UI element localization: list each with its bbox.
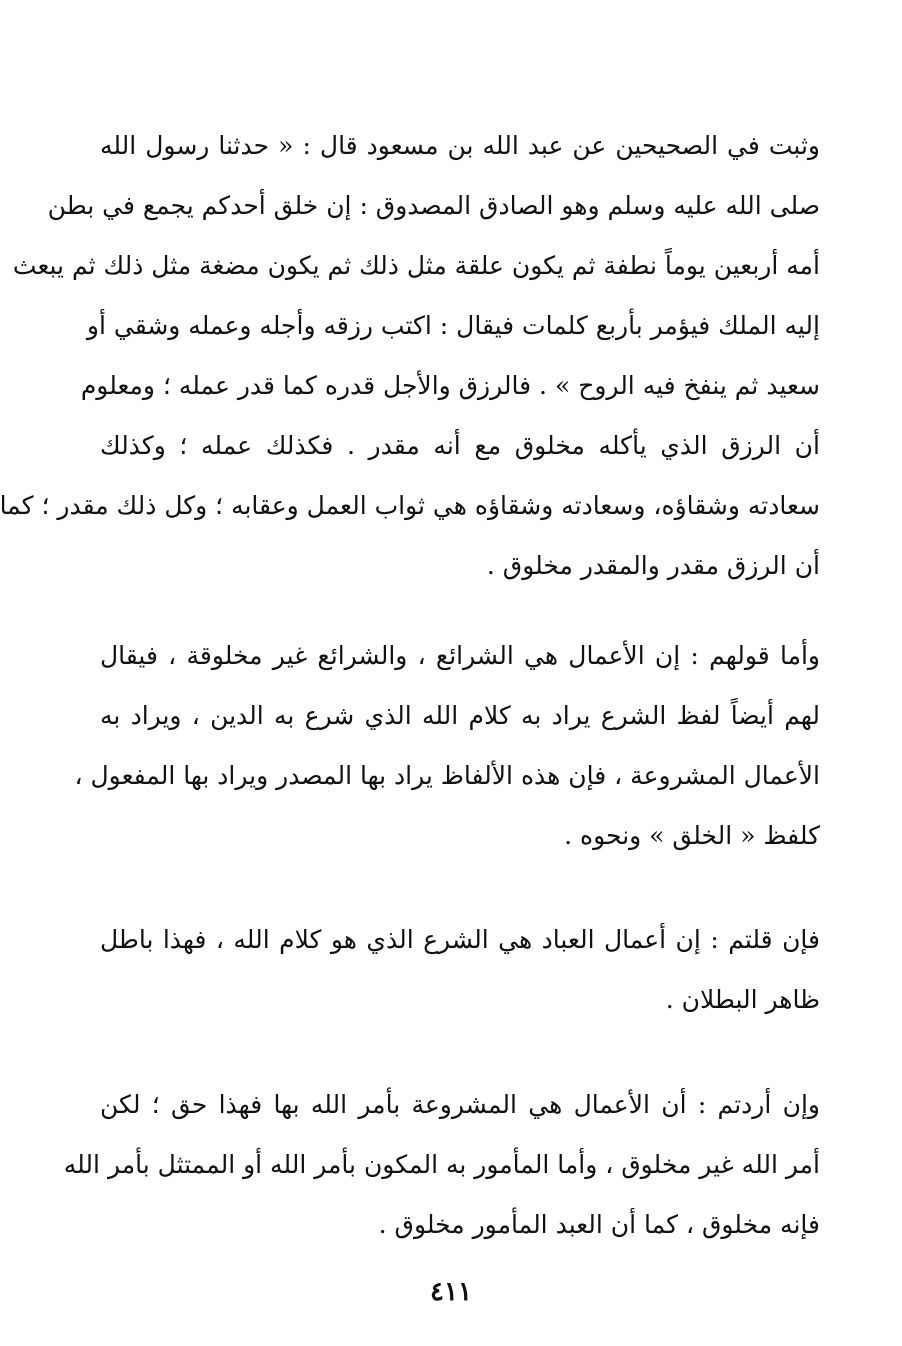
text-line: فإنه مخلوق ، كما أن العبد المأمور مخلوق . bbox=[378, 1210, 820, 1239]
text-line: أمه أربعين يوماً نطفة ثم يكون علقة مثل ذلك ثم يكون مضغة مثل ذلك ثم يبعث bbox=[12, 251, 820, 280]
text-line: أن الرزق الذي يأكله مخلوق مع أنه مقدر . فكذلك عمله ؛ وكذلك bbox=[100, 431, 820, 460]
text-line: إليه الملك فيؤمر بأربع كلمات فيقال : اكتب رزقه وأجله وعمله وشقي أو bbox=[86, 311, 820, 340]
text-line: وثبت في الصحيحين عن عبد الله بن مسعود قال : « حدثنا رسول الله bbox=[100, 131, 820, 160]
text-line: أن الرزق مقدر والمقدر مخلوق . bbox=[486, 551, 820, 580]
text-line: سعيد ثم ينفخ فيه الروح » . فالرزق والأجل قدره كما قدر عمله ؛ ومعلوم bbox=[80, 371, 820, 400]
paragraph-if-you-say bbox=[100, 910, 820, 1030]
text-line: صلى الله عليه وسلم وهو الصادق المصدوق : إن خلق أحدكم يجمع في بطن bbox=[47, 191, 820, 220]
paragraph-if-you-mean bbox=[63, 1075, 820, 1255]
page-number: ٤١١ bbox=[430, 1277, 472, 1307]
text-line: الأعمال المشروعة ، فإن هذه الألفاظ يراد بها المصدر ويراد بها المفعول ، bbox=[74, 761, 820, 790]
text-line: وأما قولهم : إن الأعمال هي الشرائع ، والشرائع غير مخلوقة ، فيقال bbox=[100, 641, 820, 670]
paragraph-shara-i bbox=[74, 626, 820, 866]
text-line: أمر الله غير مخلوق ، وأما المأمور به المكون بأمر الله أو الممتثل بأمر الله bbox=[63, 1150, 820, 1179]
text-line: ظاهر البطلان . bbox=[665, 985, 820, 1014]
paragraph-hadith bbox=[0, 116, 820, 596]
text-line: وإن أردتم : أن الأعمال هي المشروعة بأمر الله بها فهذا حق ؛ لكن bbox=[100, 1090, 820, 1119]
text-line: كلفظ « الخلق » ونحوه . bbox=[564, 821, 820, 850]
text-line: لهم أيضاً لفظ الشرع يراد به كلام الله الذي شرع به الدين ، ويراد به bbox=[100, 701, 820, 730]
text-line: فإن قلتم : إن أعمال العباد هي الشرع الذي هو كلام الله ، فهذا باطل bbox=[100, 925, 820, 954]
text-line: سعادته وشقاؤه، وسعادته وشقاؤه هي ثواب العمل وعقابه ؛ وكل ذلك مقدر ؛ كما bbox=[0, 491, 820, 520]
